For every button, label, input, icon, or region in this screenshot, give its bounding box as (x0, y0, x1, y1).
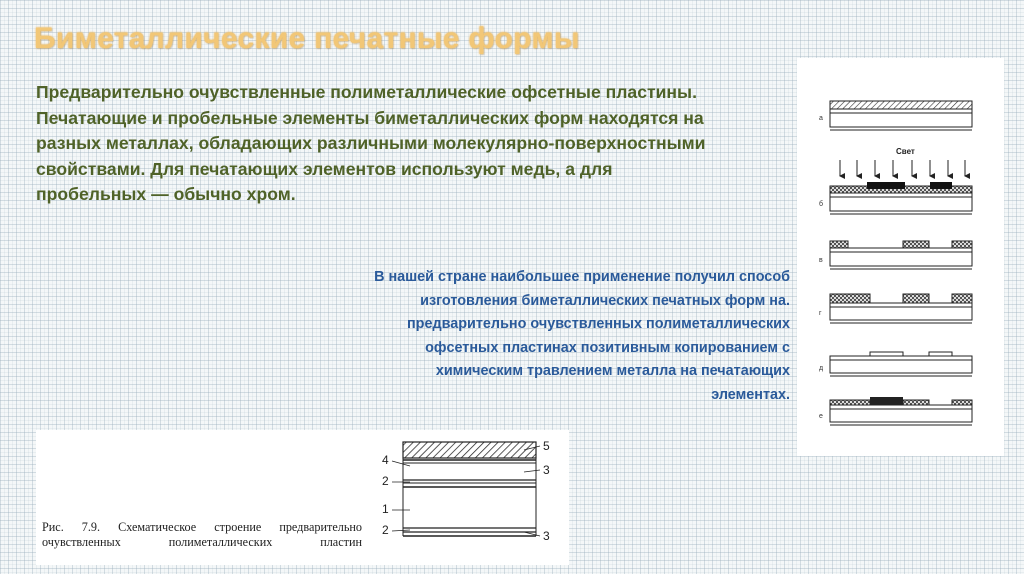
process-stages-diagram (797, 58, 1004, 456)
figure-caption (42, 520, 362, 550)
stage-d (819, 294, 972, 323)
stage-label-e: д (819, 365, 824, 372)
stage-b (819, 182, 972, 214)
stage-a (819, 101, 972, 130)
layer-label-2-top: 2 (382, 474, 389, 488)
stage-f (819, 397, 972, 425)
stage-label-d: г (819, 310, 822, 317)
stage-label-c: в (819, 257, 823, 264)
layer-label-1: 1 (382, 502, 389, 516)
light-arrows (840, 160, 965, 176)
layer-label-2-bottom: 2 (382, 523, 389, 537)
stage-label-a: а (819, 115, 823, 122)
side-paragraph: В нашей стране наибольшее применение получил способ изготовления биметаллических печатных форм на. предварительно очувствленных полиметаллических офсетных пластинах позитивным копированием с химическим травлением металла на печатающих элементах. (374, 269, 790, 403)
slide-title: Биметаллические печатные формы (34, 22, 580, 55)
main-paragraph: Предварительно очувствленные полиметаллические офсетные пластины. Печатающие и пробельные элементы биметаллических форм находятся на разных металлах, обладающих различными молекулярно-поверхностными свойствами. Для печатающих элементов используют медь, а для пробельных — обычно хром. (36, 82, 706, 204)
stage-c (819, 241, 972, 269)
caption-line-2: очувствленных полиметаллических пластин (42, 535, 362, 549)
layer-label-3-top: 3 (543, 463, 550, 477)
light-label: Свет (896, 147, 915, 156)
caption-line-1: Рис. 7.9. Схематическое строение предварительно (42, 520, 362, 534)
stage-label-f: е (819, 413, 823, 420)
stage-label-b: б (819, 201, 824, 208)
layer-label-3-bottom: 3 (543, 529, 550, 543)
layer-label-5: 5 (543, 439, 550, 453)
stage-e (819, 352, 972, 376)
process-stages-figure (797, 58, 1004, 456)
structure-figure (36, 430, 569, 565)
layer-label-4: 4 (382, 453, 389, 467)
